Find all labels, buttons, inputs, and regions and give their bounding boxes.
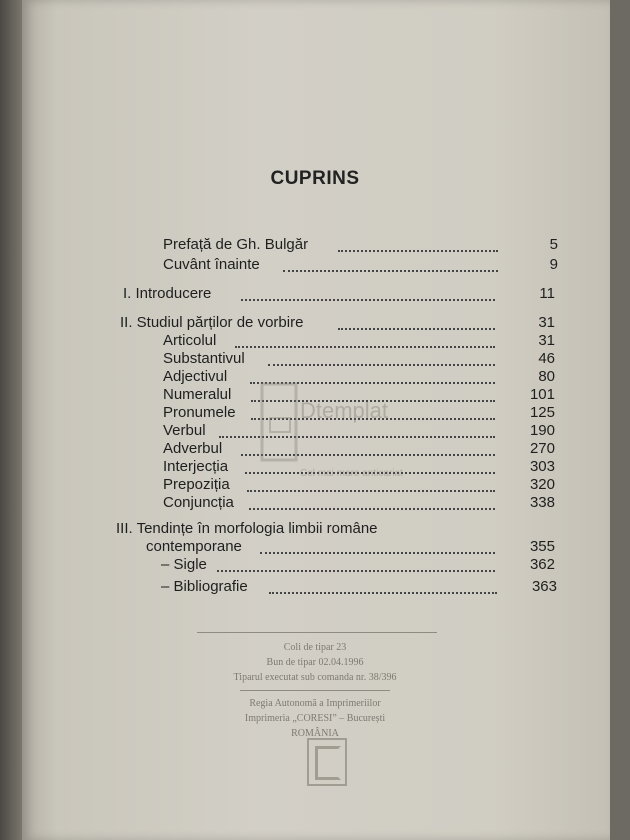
leader-dots	[269, 572, 497, 594]
toc-entry-page: 270	[529, 440, 555, 457]
leader-dots	[249, 488, 495, 510]
toc-entry-page: 320	[529, 476, 555, 493]
toc-entry-page: 11	[539, 285, 555, 302]
toc-entry-label: Verbul	[163, 422, 206, 439]
toc-entry-page: 101	[529, 386, 555, 403]
toc-entry-label: Substantivul	[163, 350, 245, 367]
toc-entry-label: Prefață de Gh. Bulgăr	[163, 236, 309, 253]
toc-entry-page: 190	[529, 422, 555, 439]
toc-entry-page: 80	[538, 368, 555, 385]
toc-entry-page: 363	[531, 578, 557, 595]
imprint-line: Coli de tipar 23	[283, 642, 347, 653]
toc-entry-label: contemporane	[146, 538, 242, 555]
leader-dots	[283, 250, 498, 272]
imprint-line: Imprimeria „CORESI” – București	[244, 713, 386, 724]
toc-entry	[163, 255, 558, 275]
toc-entry	[123, 284, 555, 304]
toc-entry-page: 5	[549, 236, 558, 253]
toc-entry-page: 338	[529, 494, 555, 511]
toc-entry-label: Adjectivul	[163, 368, 228, 385]
leader-dots	[338, 230, 498, 252]
imprint-line: Regia Autonomă a Imprimeriilor	[249, 698, 381, 709]
leader-dots	[217, 550, 495, 572]
toc-entry-page: 9	[549, 256, 558, 273]
toc-entry	[163, 493, 555, 513]
toc-entry-label: III. Tendințe în morfologia limbii române	[116, 520, 378, 537]
page-title: CUPRINS	[270, 168, 360, 189]
toc-entry-label: Pronumele	[163, 404, 236, 421]
toc-entry-label: – Bibliografie	[161, 578, 248, 595]
toc-entry-page: 125	[529, 404, 555, 421]
toc-entry-label: Adverbul	[163, 440, 223, 457]
toc-entry-label: – Sigle	[161, 556, 207, 573]
watermark-logo-icon	[258, 378, 413, 488]
toc-entry-page: 303	[529, 458, 555, 475]
toc-entry-page: 31	[538, 332, 555, 349]
toc-entry-label: Conjuncția	[163, 494, 234, 511]
printer-logo-icon	[307, 738, 347, 786]
leader-dots	[241, 279, 495, 301]
imprint-divider	[197, 632, 437, 633]
toc-entry-label: I. Introducere	[123, 285, 212, 302]
toc-entry-label: Numeralul	[163, 386, 232, 403]
toc-entry-page: 355	[529, 538, 555, 555]
toc-entry-label: Cuvânt înainte	[163, 256, 260, 273]
watermark-caption-text: Cel mai mare anticariat	[300, 468, 403, 479]
toc-entry-label: II. Studiul părților de vorbire	[120, 314, 304, 331]
toc-entry-page: 46	[538, 350, 555, 367]
toc-entry-label: Articolul	[163, 332, 217, 349]
toc-entry-label: Interjecția	[163, 458, 229, 475]
toc-entry	[161, 577, 557, 597]
toc-entry-page: 31	[538, 314, 555, 331]
toc-entry-label: Prepoziția	[163, 476, 230, 493]
imprint-line: Tiparul executat sub comanda nr. 38/396	[233, 672, 397, 683]
imprint-line: ROMÂNIA	[291, 728, 339, 739]
toc-entry-page: 362	[529, 556, 555, 573]
imprint-line: Bun de tipar 02.04.1996	[266, 657, 364, 668]
imprint-divider	[240, 690, 390, 691]
watermark-brand-text: Dtemplat	[300, 398, 389, 423]
